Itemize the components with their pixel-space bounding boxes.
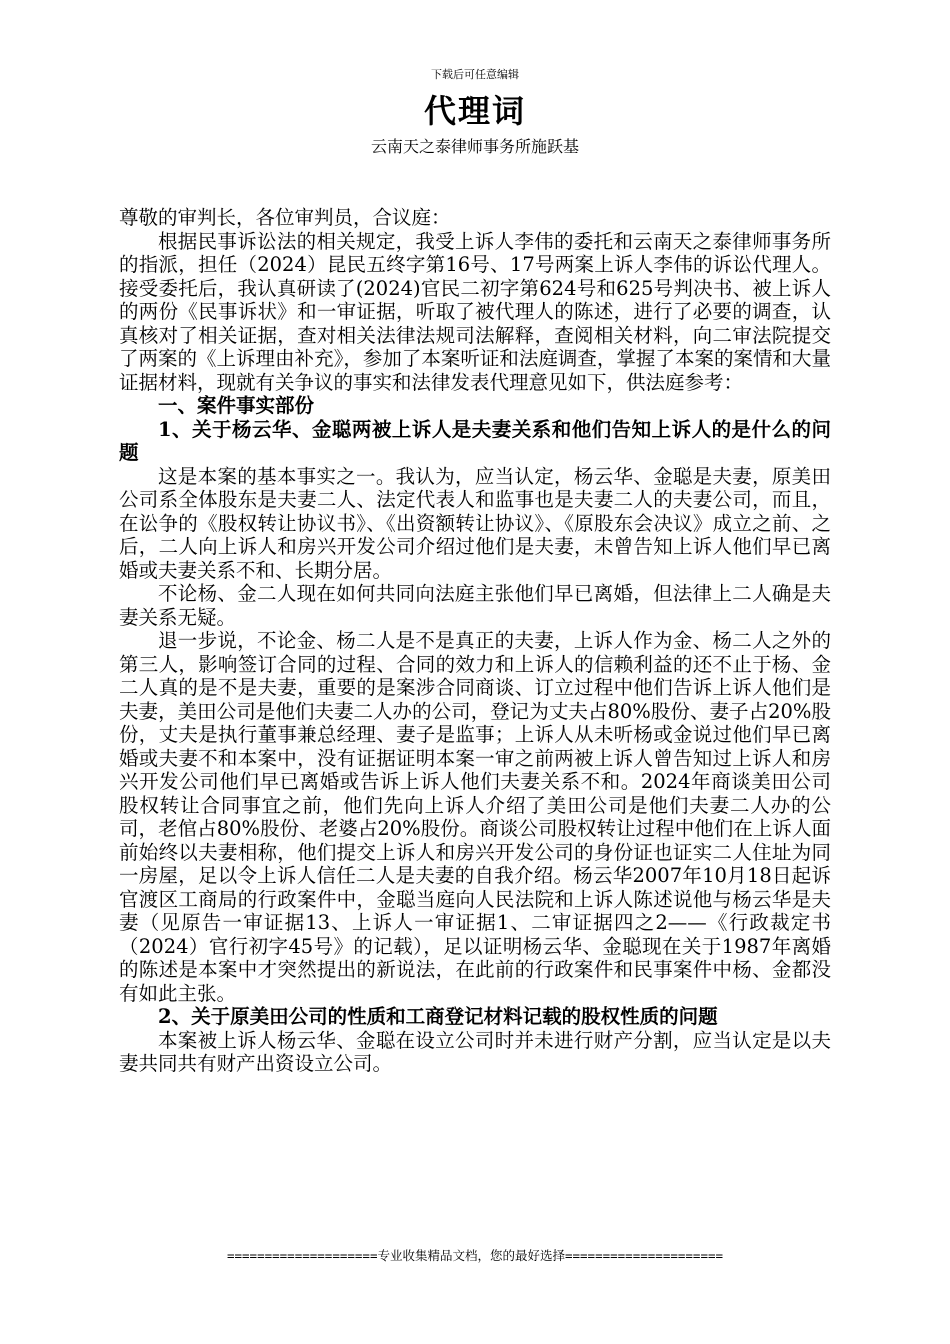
paragraph-marriage-detail: 退一步说，不论金、杨二人是不是真正的夫妻，上诉人作为金、杨二人之外的第三人，影响签订合同的过程、合同的效力和上诉人的信赖利益的还不止于杨、金二人真的是不是夫妻，重要的是案涉合同商谈、订立过程中他们告诉上诉人他们是夫妻，美田公司是他们夫妻二人办的公司，登记为丈夫占80%股份、妻子占20%股份，丈夫是执行董事兼总经理、妻子是监事；上诉人从未听杨或金说过他们早已离婚或夫妻不和本案中，没有证据证明本案一审之前两被上诉人曾告知过上诉人和房兴开发公司他们早已离婚或告诉上诉人他们夫妻关系不和。2024年商谈美田公司股权转让合同事宜之前，他们先向上诉人介绍了美田公司是他们夫妻二人办的公司，老倌占80%股份、老婆占20%股份。商谈公司股权转让过程中他们在上诉人面前始终以夫妻相称，他们提交上诉人和房兴开发公司的身份证也证实二人住址为同一房屋，足以令上诉人信任二人是夫妻的自我介绍。杨云华2007年10月18日起诉官渡区工商局的行政案件中，金聪当庭向人民法院和上诉人陈述说他与杨云华是夫妻（见原告一审证据13、上诉人一审证据1、二审证据四之2——《行政裁定书（2024）官行初字45号》的记载），足以证明杨云华、金聪现在关于1987年离婚的陈述是本案中才突然提出的新说法，在此前的行政案件和民事案件中杨、金都没有如此主张。 [119, 629, 831, 1005]
author-line: 云南天之泰律师事务所施跃基 [370, 137, 579, 156]
footer-note: ====================专业收集精品文档，您的最好选择===================== [226, 1248, 724, 1263]
paragraph-marriage-fact: 这是本案的基本事实之一。我认为，应当认定，杨云华、金聪是夫妻，原美田公司系全体股东是夫妻二人、法定代表人和监事也是夫妻二人的夫妻公司，而且，在讼争的《股权转让协议书》、《出资额转让协议》、《原股东会决议》成立之前、之后，二人向上诉人和房兴开发公司介绍过他们是夫妻，未曾告知上诉人他们早已离婚或夫妻关系不和、长期分居。 [119, 464, 831, 582]
salutation: 尊敬的审判长，各位审判员，合议庭： [119, 206, 451, 229]
subheading-company-nature: 2、关于原美田公司的性质和工商登记材料记载的股权性质的问题 [158, 1005, 718, 1028]
paragraph-intro: 根据民事诉讼法的相关规定，我受上诉人李伟的委托和云南天之泰律师事务所的指派，担任（2024）昆民五终字第16号、17号两案上诉人李伟的诉讼代理人。接受委托后，我认真研读了(2024)官民二初字第624号和625号判决书、被上诉人的两份《民事诉状》和一审证据，听取了被代理人的陈述，进行了必要的调查，认真核对了相关证据，查对相关法律法规司法解释，查阅相关材料，向二审法院提交了两案的《上诉理由补充》，参加了本案听证和法庭调查，掌握了本案的案情和大量证据材料，现就有关争议的事实和法律发表代理意见如下，供法庭参考： [119, 229, 831, 394]
document-body [119, 206, 831, 1076]
section-heading-facts: 一、案件事实部份 [158, 394, 315, 417]
header-note: 下载后可任意编辑 [431, 68, 519, 81]
paragraph-company-nature: 本案被上诉人杨云华、金聪在设立公司时并未进行财产分割，应当认定是以夫妻共同共有财产出资设立公司。 [119, 1028, 831, 1075]
document-title: 代理词 [423, 92, 526, 130]
subheading-marriage: 1、关于杨云华、金聪两被上诉人是夫妻关系和他们告知上诉人的是什么的问题 [119, 417, 831, 464]
paragraph-marriage-legal: 不论杨、金二人现在如何共同向法庭主张他们早已离婚，但法律上二人确是夫妻关系无疑。 [119, 582, 831, 629]
